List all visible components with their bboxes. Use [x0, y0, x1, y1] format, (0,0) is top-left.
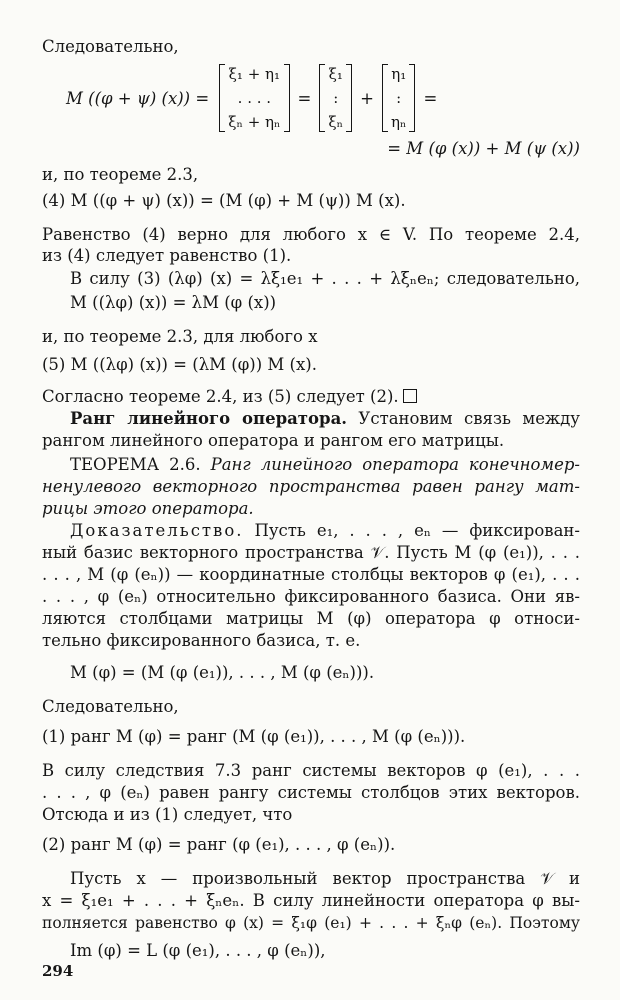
- text-line: и, по теореме 2.3, для любого x: [42, 327, 318, 346]
- text-line: Следовательно,: [42, 697, 179, 716]
- text-line: . . . , φ (eₙ) равен рангу системы столбцов этих векторов.: [42, 783, 580, 802]
- matrix-sum-column: [219, 62, 289, 134]
- numbered-equation-5: (5) M ((λφ) (x)) = (λM (φ)) M (x).: [42, 355, 317, 374]
- text-line: ный базис векторного пространства 𝒱. Пусть M (φ (e₁)), . . .: [42, 543, 580, 562]
- proof-line: [70, 520, 580, 542]
- matrix-cell: ξ₁: [328, 65, 343, 83]
- text-line: Отсюда и из (1) следует, что: [42, 805, 293, 824]
- text-line: полняется равенство φ (x) = ξ₁φ (e₁) + . . . + ξₙφ (eₙ). Поэтому: [42, 914, 580, 932]
- section-heading: Ранг линейного оператора.: [70, 409, 348, 428]
- theorem-line: [70, 454, 580, 476]
- text-line: . . . , φ (eₙ) относительно фиксированного базиса. Они яв-: [42, 587, 580, 606]
- text-line: В силу (3) (λφ) (x) = λξ₁e₁ + . . . + λξₙeₙ; следовательно,: [70, 269, 580, 288]
- text-line: Пусть x — произвольный вектор пространства 𝒱 и: [70, 869, 580, 888]
- page-number: 294: [42, 962, 74, 980]
- text-line: тельно фиксированного базиса, т. е.: [42, 631, 361, 650]
- text-line: В силу следствия 7.3 ранг системы векторов φ (e₁), . . .: [42, 761, 580, 780]
- theorem-text: Ранг линейного оператора конечномер-: [200, 455, 580, 474]
- numbered-equation-4: (4) M ((φ + ψ) (x)) = (M (φ) + M (ψ)) M (x).: [42, 191, 406, 210]
- equals-sign: =: [297, 88, 312, 108]
- section-heading-line: [70, 408, 580, 430]
- numbered-equation-1: (1) ранг M (φ) = ранг (M (φ (e₁)), . . . , M (φ (eₙ))).: [42, 727, 466, 746]
- matrix-xi-column: [319, 62, 352, 134]
- matrix-cell: :: [333, 89, 339, 107]
- matrix-cell: . . . .: [237, 89, 272, 107]
- theorem-label: ТЕОРЕМА 2.6.: [70, 455, 201, 474]
- text-line: . . . , M (φ (eₙ)) — координатные столбцы векторов φ (e₁), . . .: [42, 565, 580, 584]
- plus-sign: +: [360, 88, 374, 108]
- proof-label: Доказательство.: [70, 521, 244, 540]
- qed-square-icon: [403, 389, 417, 403]
- text-line: [42, 386, 580, 408]
- text-line: рангом линейного оператора и рангом его матрицы.: [42, 431, 505, 450]
- matrix-eta-column: [382, 62, 415, 134]
- matrix-cell: :: [396, 89, 402, 107]
- equation: M (φ) = (M (φ (e₁)), . . . , M (φ (eₙ))).: [70, 663, 375, 682]
- equation-lhs: M ((φ + ψ) (x)) =: [66, 88, 210, 108]
- theorem-text: ненулевого векторного пространства равен рангу мат-: [42, 477, 580, 496]
- text-line: x = ξ₁e₁ + . . . + ξₙeₙ. В силу линейности оператора φ вы-: [42, 891, 580, 910]
- text-span: Пусть e₁, . . . , eₙ — фиксирован-: [243, 521, 580, 540]
- text-span: Установим связь между: [347, 409, 581, 428]
- theorem-text: рицы этого оператора.: [42, 499, 254, 518]
- matrix-cell: ηₙ: [390, 113, 407, 131]
- text-line: Равенство (4) верно для любого x ∈ V. По теореме 2.4,: [42, 225, 580, 244]
- matrix-cell: ξₙ: [328, 113, 344, 131]
- numbered-equation-2: (2) ранг M (φ) = ранг (φ (e₁), . . . , φ (eₙ)).: [42, 835, 396, 854]
- text-line: и, по теореме 2.3,: [42, 165, 199, 184]
- matrix-cell: η₁: [391, 65, 407, 83]
- equation: Im (φ) = L (φ (e₁), . . . , φ (eₙ)),: [70, 941, 326, 960]
- equation-continuation: = M (φ (x)) + M (ψ (x)): [387, 139, 580, 158]
- equals-sign: =: [423, 88, 438, 108]
- text-line: ляются столбцами матрицы M (φ) оператора φ относи-: [42, 609, 580, 628]
- matrix-cell: ξ₁ + η₁: [228, 65, 281, 83]
- text-line: из (4) следует равенство (1).: [42, 246, 292, 265]
- matrix-cell: ξₙ + ηₙ: [228, 113, 281, 131]
- matrix-equation: [66, 56, 441, 140]
- equation: M ((λφ) (x)) = λM (φ (x)): [70, 293, 277, 312]
- text-line: Следовательно,: [42, 37, 179, 56]
- text-span: Согласно теореме 2.4, из (5) следует (2).: [42, 387, 399, 406]
